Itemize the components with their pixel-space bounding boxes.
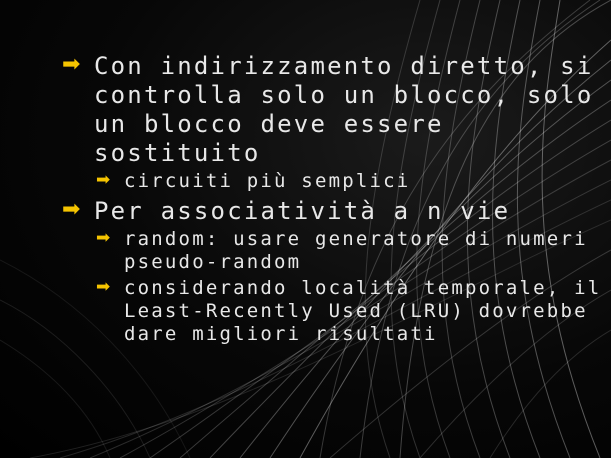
bullet-text: Per associatività a n vie [94,197,511,225]
sub-bullet-text: random: usare generatore di numeri pseudo-random [124,228,588,273]
right-arrow-icon: ➡ [96,228,113,248]
bullet-item [62,52,602,168]
sub-bullet-item [62,170,602,193]
sub-bullet-text: considerando località temporale, il Least-Recently Used (LRU) dovrebbe dare migliori risultati [124,277,602,345]
bullet-item [62,197,602,226]
right-arrow-icon: ➡ [62,52,83,77]
sub-bullet-item [62,228,602,274]
right-arrow-icon: ➡ [62,197,83,222]
bullet-text: Con indirizzamento diretto, si controlla solo un blocco, solo un blocco deve essere sostituito [94,52,594,167]
right-arrow-icon: ➡ [96,277,113,297]
right-arrow-icon: ➡ [96,170,113,190]
sub-bullet-item [62,277,602,346]
slide-content [62,52,602,346]
sub-bullet-text: circuiti più semplici [124,170,411,192]
